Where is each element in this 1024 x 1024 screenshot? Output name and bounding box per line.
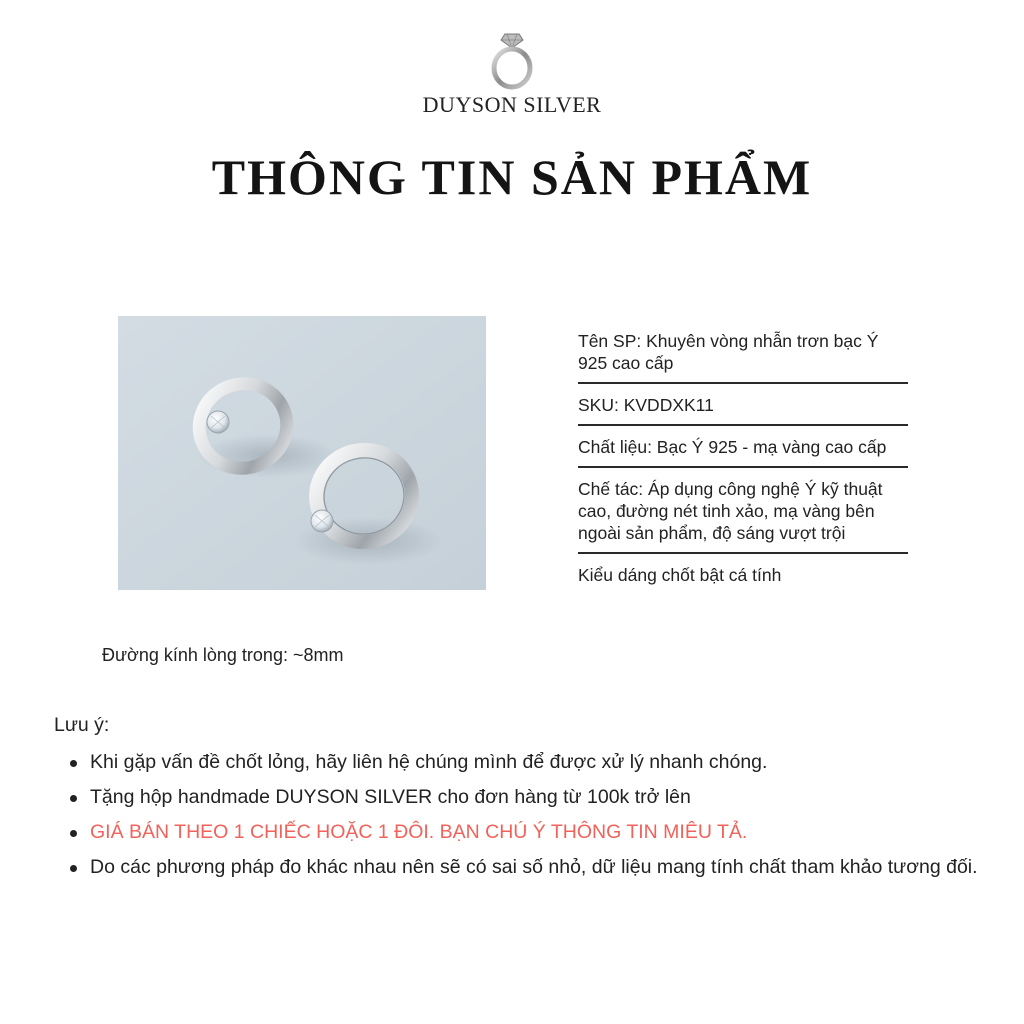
notes-list: [54, 745, 994, 885]
spec-material: Chất liệu: Bạc Ý 925 - mạ vàng cao cấp: [578, 436, 908, 468]
spec-craftsmanship: Chế tác: Áp dụng công nghệ Ý kỹ thuật cao, đường nét tinh xảo, mạ vàng bên ngoài sản phẩm, độ sáng vượt trội: [578, 478, 908, 554]
spec-sku: SKU: KVDDXK11: [578, 394, 908, 426]
diamond-ring-icon: [488, 30, 536, 90]
product-photo: [118, 316, 486, 590]
page-title: THÔNG TIN SẢN PHẨM: [211, 149, 813, 205]
note-item: Khi gặp vấn đề chốt lỏng, hãy liên hệ chúng mình để được xử lý nhanh chóng.: [90, 745, 994, 780]
note-item: Tặng hộp handmade DUYSON SILVER cho đơn hàng từ 100k trở lên: [90, 780, 994, 815]
note-item: Do các phương pháp đo khác nhau nên sẽ có sai số nhỏ, dữ liệu mang tính chất tham khảo tương đối.: [90, 850, 994, 885]
inner-diameter-label: Đường kính lòng trong: ~8mm: [102, 645, 344, 665]
notes-section: [54, 714, 994, 885]
spec-product-name: Tên SP: Khuyên vòng nhẫn trơn bạc Ý 925 cao cấp: [578, 330, 908, 384]
notes-title: Lưu ý:: [54, 714, 110, 736]
brand-name: DUYSON SILVER: [422, 92, 602, 117]
spec-list: [578, 330, 908, 604]
spec-style: Kiểu dáng chốt bật cá tính: [578, 565, 782, 585]
note-item-highlight: GIÁ BÁN THEO 1 CHIẾC HOẶC 1 ĐÔI. BẠN CHÚ Ý THÔNG TIN MIÊU TẢ.: [90, 815, 994, 850]
